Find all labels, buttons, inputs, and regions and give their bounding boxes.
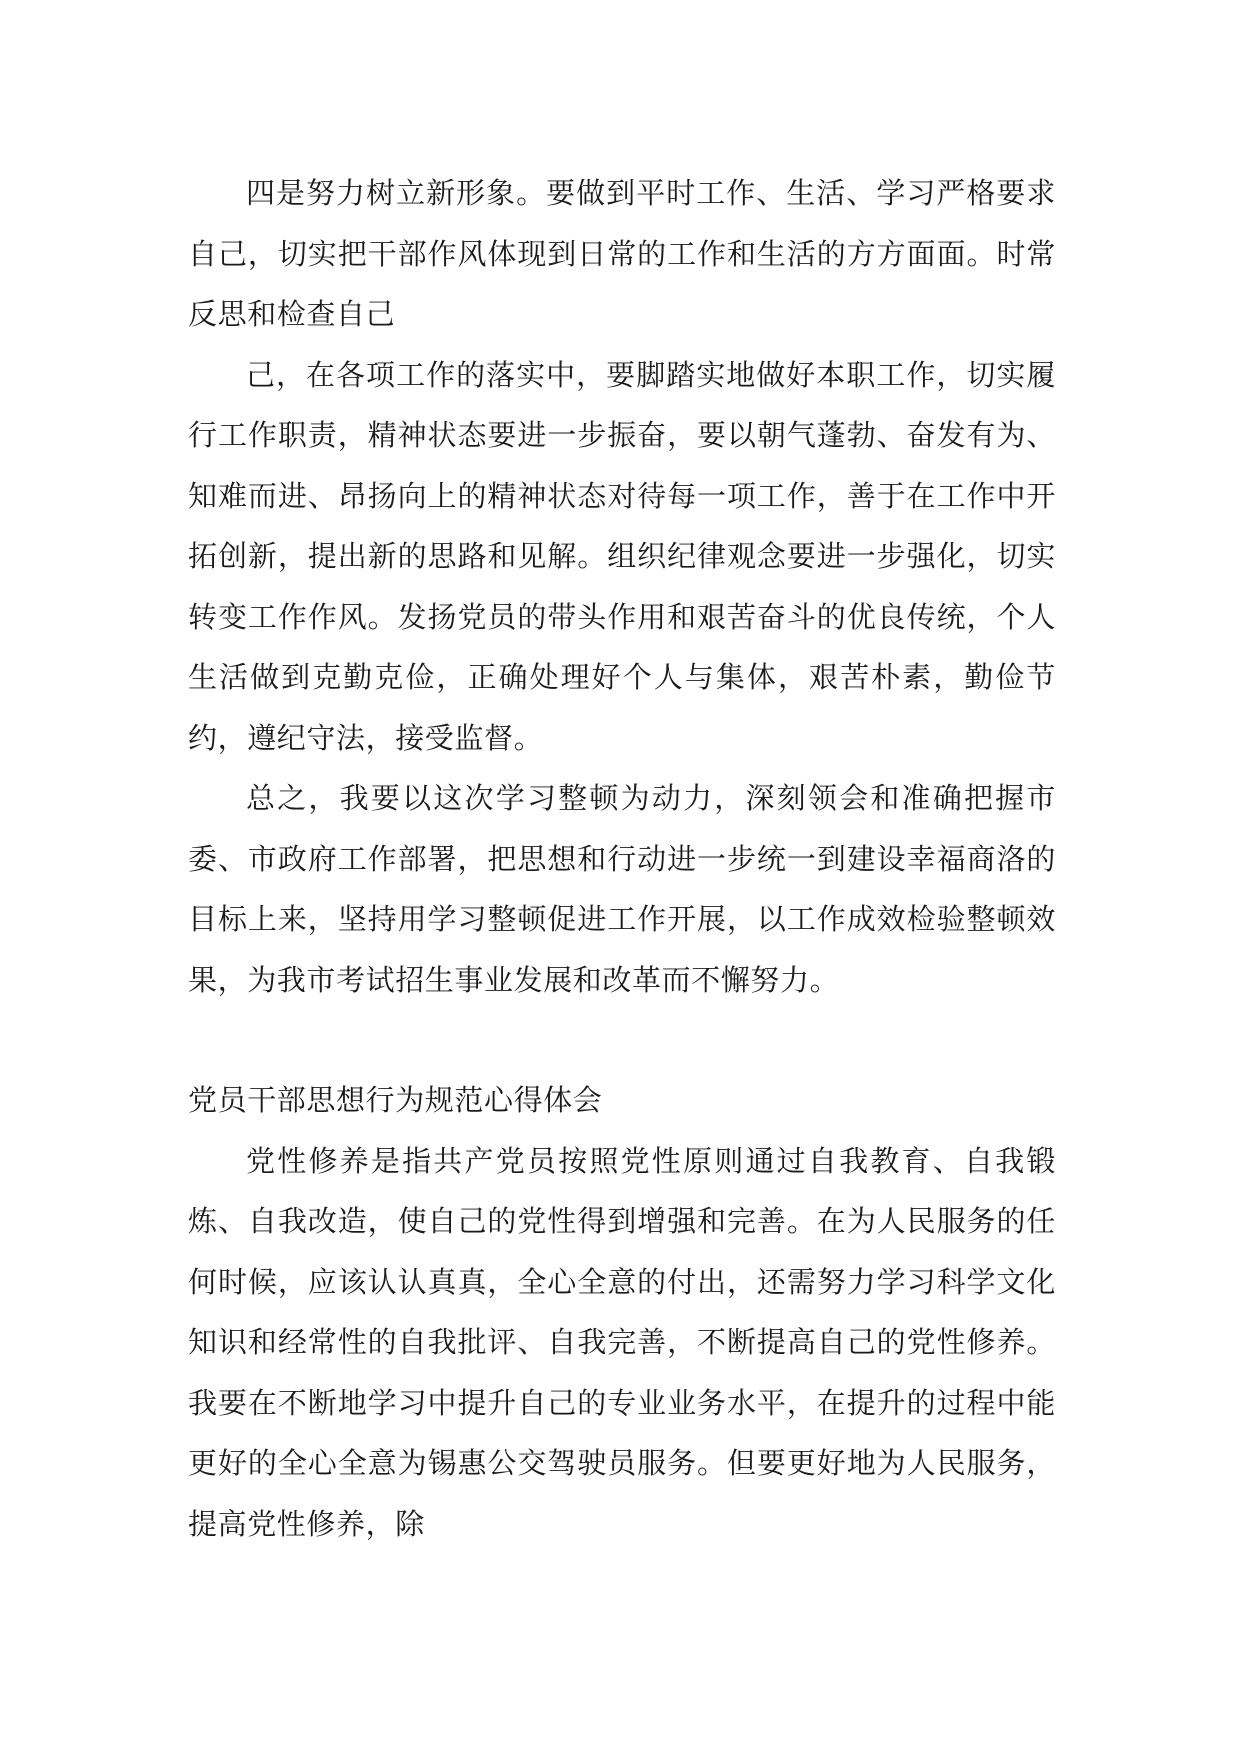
paragraph-work-duties: 己，在各项工作的落实中，要脚踏实地做好本职工作，切实履行工作职责，精神状态要进一步振奋，要以朝气蓬勃、奋发有为、知难而进、昂扬向上的精神状态对待每一项工作，善于在工作中开拓创新，提出新的思路和见解。组织纪律观念要进一步强化，切实转变工作作风。发扬党员的带头作用和艰苦奋斗的优良传统，个人生活做到克勤克俭，正确处理好个人与集体，艰苦朴素，勤俭节约，遵纪守法，接受监督。	[188, 357, 1056, 755]
document-body	[188, 163, 1056, 1554]
paragraph-conclusion: 总之，我要以这次学习整顿为动力，深刻领会和准确把握市委、市政府工作部署，把思想和行动进一步统一到建设幸福商洛的目标上来，坚持用学习整顿促进工作开展，以工作成效检验整顿效果，为我市考试招生事业发展和改革而不懈努力。	[188, 781, 1056, 997]
section-title: 党员干部思想行为规范心得体会	[188, 1083, 603, 1117]
paragraph-party-cultivation: 党性修养是指共产党员按照党性原则通过自我教育、自我锻炼、自我改造，使自己的党性得到增强和完善。在为人民服务的任何时候，应该认认真真，全心全意的付出，还需努力学习科学文化知识和经常性的自我批评、自我完善，不断提高自己的党性修养。我要在不断地学习中提升自己的专业业务水平，在提升的过程中能更好的全心全意为锡惠公交驾驶员服务。但要更好地为人民服务，提高党性修养，除	[188, 1143, 1056, 1541]
section-spacer	[188, 1010, 1056, 1070]
paragraph-new-image: 四是努力树立新形象。要做到平时工作、生活、学习严格要求自己，切实把干部作风体现到日常的工作和生活的方方面面。时常反思和检查自己	[188, 176, 1056, 331]
